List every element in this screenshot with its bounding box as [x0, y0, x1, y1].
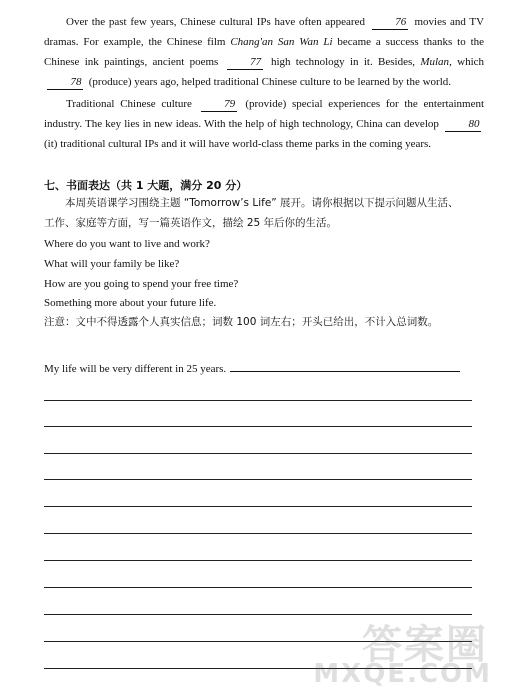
essay-starter: [44, 362, 460, 375]
passage-text: Over the past few years, Chinese cultural IPs have often appeared: [66, 16, 365, 28]
writing-line[interactable]: [44, 560, 472, 561]
passage-text: movies and TV dramas. For example, the Chinese film: [44, 16, 485, 48]
passage-text: became a success thanks to the Chinese ink paintings, ancient poems: [44, 36, 485, 68]
blank-77[interactable]: 77: [227, 56, 263, 70]
writing-line[interactable]: [44, 587, 472, 588]
writing-line[interactable]: [44, 479, 472, 480]
blank-76[interactable]: 76: [372, 16, 408, 30]
prompt-question-2: What will your family be like?: [44, 258, 180, 270]
blank-80[interactable]: 80: [445, 118, 481, 132]
passage-paragraph-2: [44, 94, 484, 154]
passage-text: (provide) special experiences for the entertainment industry. The key lies in new ideas. With the help of high technology, China can develop: [44, 98, 485, 130]
task-intro-line-1: 本周英语课学习围绕主题 “Tomorrow’s Life” 展开。请你根据以下提示问题从生活、: [65, 197, 459, 209]
writing-line[interactable]: [44, 426, 472, 427]
blank-79[interactable]: 79: [201, 98, 237, 112]
film-title-mulan: Mulan: [420, 56, 450, 68]
writing-line[interactable]: [44, 400, 472, 401]
task-intro-line-2: 工作、家庭等方面，写一篇英语作文，描绘 25 年后你的生活。: [44, 217, 338, 229]
writing-line[interactable]: [44, 453, 472, 454]
blank-78[interactable]: 78: [47, 76, 83, 90]
passage-text: (it) traditional cultural IPs and it will have world-class theme parks in the coming years.: [44, 138, 432, 150]
writing-line[interactable]: [230, 362, 460, 372]
watermark-top-text: 答案圈: [362, 622, 488, 668]
writing-line[interactable]: [44, 533, 472, 534]
passage-text: Traditional Chinese culture: [66, 98, 192, 110]
writing-note: 注意：文中不得透露个人真实信息；词数 100 词左右；开头已给出，不计入总词数。: [44, 316, 439, 328]
passage-paragraph-1: [44, 12, 484, 92]
writing-line[interactable]: [44, 506, 472, 507]
prompt-question-4: Something more about your future life.: [44, 297, 217, 309]
starter-sentence: My life will be very different in 25 years.: [44, 363, 227, 375]
watermark-logo: [313, 609, 502, 689]
passage-text: (produce) years ago, helped traditional Chinese culture to be learned by the world.: [88, 76, 452, 88]
film-title: Chang'an San Wan Li: [230, 36, 333, 48]
passage-text: , which: [449, 56, 485, 68]
passage-text: high technology in it. Besides,: [270, 56, 416, 68]
section-heading: 七、书面表达（共 1 大题，满分 20 分）: [44, 179, 248, 192]
prompt-question-3: How are you going to spend your free time?: [44, 278, 239, 290]
watermark-bottom-text: MXQE.COM: [313, 659, 492, 689]
prompt-question-1: Where do you want to live and work?: [44, 238, 210, 250]
